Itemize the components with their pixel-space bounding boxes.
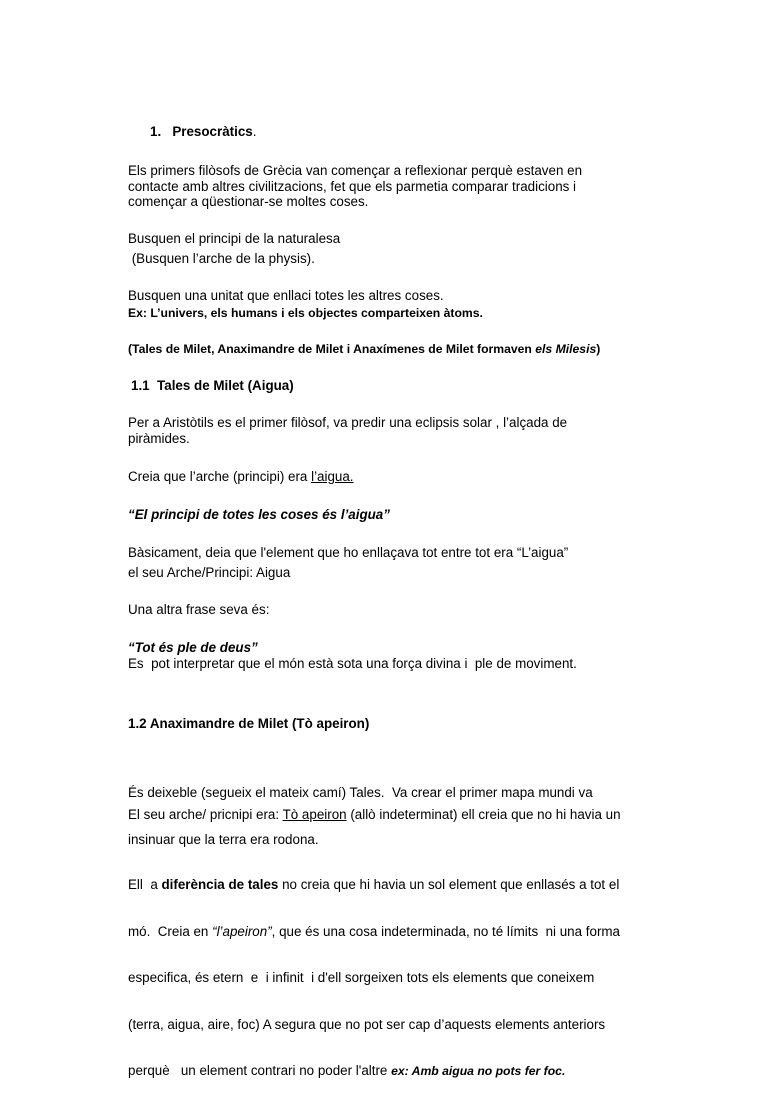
section-1-1-heading: 1.1 Tales de Milet (Aigua) — [131, 378, 294, 393]
section-1-number: 1. — [150, 124, 162, 139]
section-1-title-suffix: . — [252, 124, 257, 139]
apeiron-line5-example: ex: Amb aigua no pots fer foc. — [391, 1064, 566, 1078]
unity-line: Busquen una unitat que enllaci totes les altres coses. — [128, 288, 444, 303]
apeiron-line: (terra, aigua, aire, foc) A segura que no pot ser cap d’aquests elements anteriors — [128, 1016, 606, 1032]
aristotle-line: piràmides. — [128, 430, 190, 446]
milesis-suffix: ) — [596, 342, 601, 356]
milesis-note — [128, 342, 688, 358]
section-1-heading — [150, 124, 710, 140]
milesis-prefix: (Tales de Milet, Anaximandre de Milet i Anaxímenes de Milet formaven — [128, 342, 536, 356]
apeiron-line — [128, 877, 688, 893]
section-1-title: Presocràtics — [172, 124, 253, 139]
basically-line: Bàsicament, deia que l'element que ho enllaçava tot entre tot era “L’aigua” — [128, 545, 569, 560]
intro-paragraph — [128, 163, 688, 210]
apeiron-line — [128, 924, 688, 940]
apeiron-line5-prefix: perquè un element contrari no poder l'altre — [128, 1063, 392, 1078]
unity-example: Ex: L’univers, els humans i els objectes comparteixen àtoms. — [128, 305, 483, 320]
tales-quote-1: “El principi de totes les coses és l’aigua” — [128, 507, 390, 522]
unity-paragraph — [128, 288, 688, 321]
tales-arche-line — [128, 469, 688, 485]
disciple-line: insinuar que la terra era rodona. — [128, 831, 319, 847]
anaximandre-arche-prefix: El seu arche/ pricnipi era: — [128, 807, 283, 822]
principle-line: Busquen el principi de la naturalesa — [128, 231, 341, 246]
apeiron-paragraph — [128, 846, 688, 1111]
intro-line: començar a qüestionar-se moltes coses. — [128, 194, 369, 209]
apeiron-line2-prefix: mó. Creia en — [128, 923, 213, 939]
anaximandre-arche-underlined: Tò apeiron — [282, 807, 347, 822]
principle-line: (Busquen l’arche de la physis). — [128, 250, 315, 266]
disciple-line: És deixeble (segueix el mateix camí) Tales. Va crear el primer mapa mundi va — [128, 785, 593, 800]
basically-line: el seu Arche/Principi: Aigua — [128, 564, 291, 580]
tales-arche-prefix: Creia que l’arche (principi) era — [128, 469, 312, 484]
milesis-italic: els Milesis — [535, 342, 597, 356]
apeiron-diff-prefix: Ell a — [128, 877, 162, 892]
another-phrase-line: Una altra frase seva és: — [128, 602, 270, 617]
apeiron-diff-bold: diferència de tales — [161, 877, 279, 892]
section-1-2-heading: 1.2 Anaximandre de Milet (Tò apeiron) — [128, 716, 370, 731]
aristotle-line: Per a Aristòtils es el primer filòsof, va predir una eclipsis solar , l’alçada de — [128, 415, 568, 430]
basically-paragraph — [128, 545, 688, 580]
apeiron-line: especifica, és etern e i infinit i d'ell sorgeixen tots els elements que coneixem — [128, 970, 595, 985]
apeiron-line — [128, 1063, 688, 1080]
tales-quote-2: “Tot és ple de deus” — [128, 640, 258, 655]
tales-quote-2-block — [128, 640, 688, 671]
apeiron-line2-italic: “l’apeiron” — [212, 923, 272, 939]
aristotle-paragraph — [128, 415, 688, 446]
intro-line: Els primers filòsofs de Grècia van començar a reflexionar perquè estaven en — [128, 163, 583, 178]
intro-line: contacte amb altres civilitzacions, fet que els parmetia comparar tradicions i — [128, 178, 577, 194]
apeiron-line2-rest: , que és una cosa indeterminada, no té límits ni una forma — [271, 923, 621, 939]
anaximandre-arche-suffix: (allò indeterminat) ell creia que no hi havia un — [346, 807, 621, 822]
tales-interpretation: Es pot interpretar que el món està sota una força divina i ple de moviment. — [128, 655, 577, 671]
anaximandre-arche-line — [128, 807, 688, 823]
apeiron-diff-rest: no creia que hi havia un sol element que enllasés a tot el — [278, 877, 620, 892]
principle-paragraph — [128, 231, 688, 266]
tales-arche-underlined: l’aigua. — [311, 469, 354, 484]
